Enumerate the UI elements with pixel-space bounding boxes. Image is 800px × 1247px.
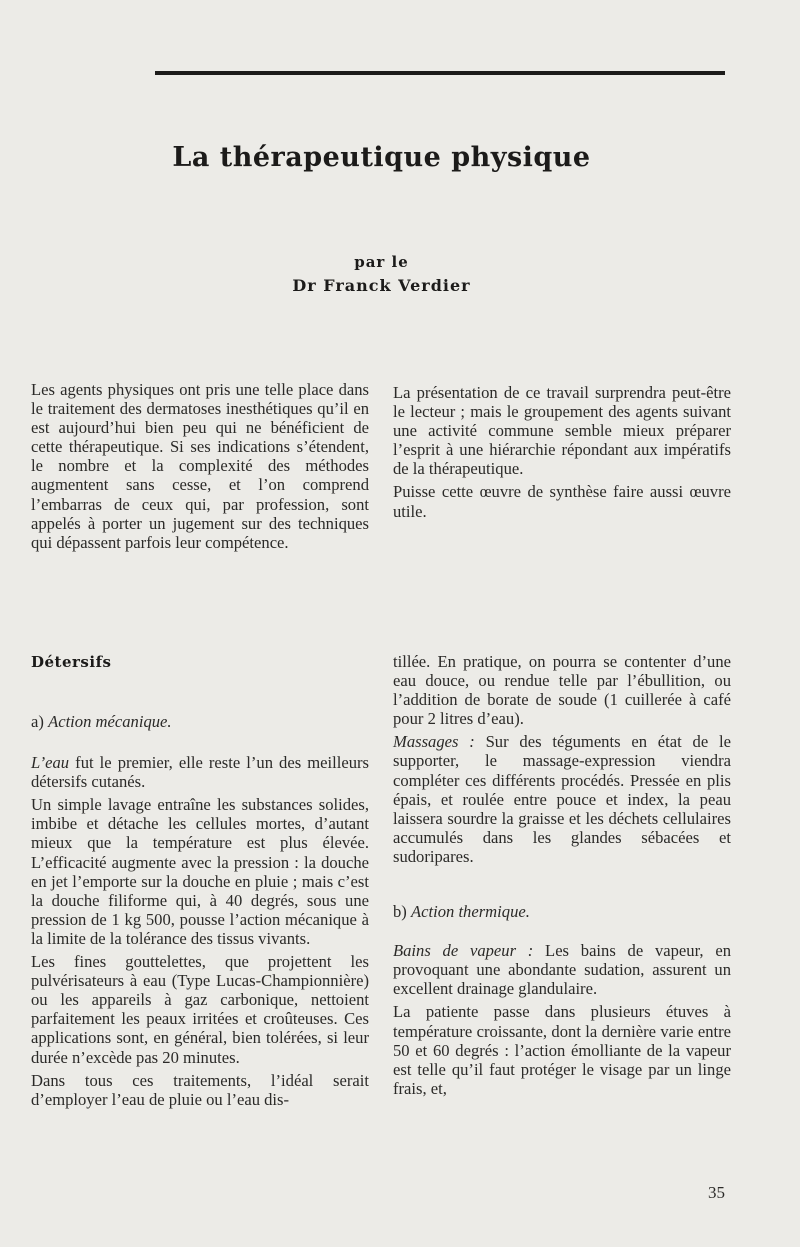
body-right-paragraph-1: tillée. En pratique, on pourra se contenter d’une eau douce, ou rendue telle par l’ébullition, ou l’addition de borate de soude (1 cuillerée à café pour 2 litres d’eau). [393, 652, 731, 729]
section-title: Détersifs [31, 653, 112, 671]
body-right-paragraph-2-lead: Massages : [393, 732, 475, 752]
intro-right-column [393, 383, 731, 525]
intro-left-column [31, 380, 369, 556]
body-left-paragraph-3: Les fines gouttelettes, que projettent les pulvérisateurs à eau (Type Lucas-Championnière) ou les appareils à gaz carbonique, nettoient parfaitement les peaux irritées et croûteuses. Ces applications sont, en général, bien tolérées, si leur durée n’excède pas 20 minutes. [31, 952, 369, 1067]
subhead-a-text: Action mécanique. [48, 712, 172, 731]
body-right-paragraph-3-lead: Bains de vapeur : [393, 941, 534, 961]
subhead-b-text: Action thermique. [410, 902, 530, 922]
body-right-column [393, 652, 731, 1102]
body-right-paragraph-2-rest: Sur des téguments en état de le supporter, le massage-expression viendra compléter ces différents procédés. Pressée en plis épais, et roulée entre pouce et index, la peau laissera sourdre la graisse et les déchets cellulaires accumulés dans les glandes sébacées et sudoripares. [393, 732, 731, 866]
subhead-b [393, 902, 731, 921]
subhead-b-label: b) [393, 902, 407, 922]
body-left-paragraph-4: Dans tous ces traitements, l’idéal serait d’employer l’eau de pluie ou l’eau dis- [31, 1070, 369, 1109]
body-left-paragraph-2: Un simple lavage entraîne les substances solides, imbibe et détache les cellules mortes, d’autant mieux que la température est plus élevée. L’efficacité augmente avec la pression : la douche en jet l’emporte sur la douche en pluie ; mais c’est la douche filiforme qui, à 40 degrés, sous une pression de 1 kg 500, pousse l’action mécanique à la limite de la tolérance des tissus vivants. [31, 795, 369, 948]
subhead-a-label: a) [31, 712, 44, 731]
body-left-column [31, 712, 369, 1113]
intro-right-paragraph-2: Puisse cette œuvre de synthèse faire aussi œuvre utile. [393, 482, 731, 521]
intro-left-paragraph: Les agents physiques ont pris une telle place dans le traitement des dermatoses inesthétiques qu’il en est aujourd’hui bien peu qui ne bénéficient de cette thérapeutique. Si ses indications s’étendent, le nombre et la complexité des méthodes augmentent sans cesse, et l’on comprend l’embarras de ceux qui, par profession, sont appelés à porter un jugement sur des techniques qui dépassent parfois leur compétence. [31, 380, 369, 552]
article-title: La thérapeutique physique [172, 142, 591, 173]
header-rule [155, 71, 725, 75]
byline-author: Dr Franck Verdier [292, 276, 471, 295]
body-right-paragraph-3 [393, 941, 731, 998]
body-left-paragraph-1-lead: L’eau [31, 753, 70, 773]
page-number: 35 [708, 1183, 725, 1202]
body-right-paragraph-4: La patiente passe dans plusieurs étuves à température croissante, dont la dernière varie entre 50 et 60 degrés : l’action émolliante de la vapeur est telle qu’il faut protéger le visage par un linge frais, et, [393, 1002, 731, 1098]
body-right-paragraph-3-rest: Les bains de vapeur, en provoquant une abondante sudation, assurent un excellent drainage glandulaire. [393, 941, 731, 999]
body-right-paragraph-2 [393, 732, 731, 866]
body-left-paragraph-1-rest: fut le premier, elle reste l’un des meilleurs détersifs cutanés. [31, 753, 369, 792]
subhead-a [31, 712, 369, 731]
intro-right-paragraph-1: La présentation de ce travail surprendra peut-être le lecteur ; mais le groupement des agents suivant une activité commune semble mieux préparer l’esprit à une hiérarchie répondant aux impératifs de la thérapeutique. [393, 383, 731, 479]
byline-par: par le [354, 253, 409, 271]
body-left-paragraph-1 [31, 753, 369, 791]
